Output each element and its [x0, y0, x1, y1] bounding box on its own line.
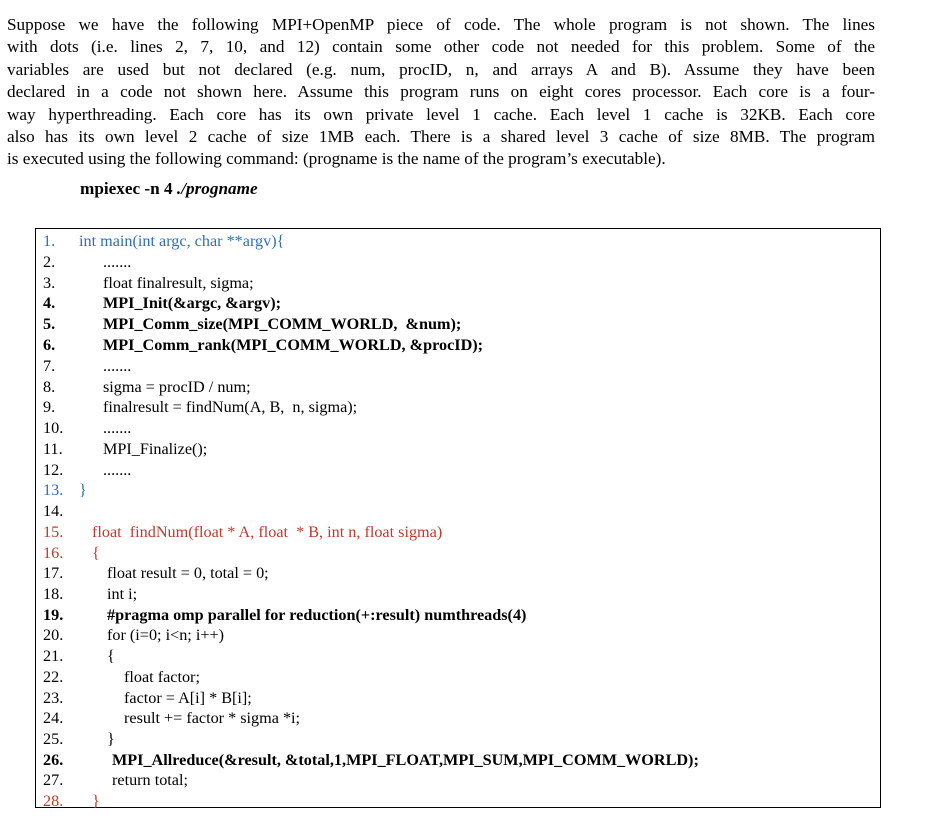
code-text: #pragma omp parallel for reduction(+:result) numthreads(4) [107, 606, 527, 624]
line-number: 18. [43, 585, 64, 603]
line-number: 3. [43, 274, 56, 292]
code-text: float factor; [124, 668, 200, 686]
problem-line: declared in a code not shown here. Assume this program runs on eight cores processor. Each core is a four- [7, 82, 875, 102]
problem-line: with dots (i.e. lines 2, 7, 10, and 12) contain some other code not needed for this problem. Some of the [7, 37, 875, 57]
code-text: for (i=0; i<n; i++) [107, 626, 224, 644]
line-number: 17. [43, 564, 64, 582]
line-number: 12. [43, 461, 64, 479]
problem-line: Suppose we have the following MPI+OpenMP piece of code. The whole program is not shown. The lines [7, 15, 875, 34]
line-number: 16. [43, 544, 64, 562]
code-text: sigma = procID / num; [103, 378, 251, 396]
line-number: 8. [43, 378, 56, 396]
line-number: 9. [43, 398, 56, 416]
line-number: 13. [43, 481, 64, 499]
code-text: MPI_Comm_rank(MPI_COMM_WORLD, &procID); [103, 336, 484, 354]
code-listing [35, 228, 881, 808]
line-number: 5. [43, 315, 56, 333]
command-program-name: ./progname [176, 179, 258, 198]
problem-line: also has its own level 2 cache of size 1MB each. There is a shared level 3 cache of size 8MB. The program [7, 127, 875, 147]
line-number: 25. [43, 730, 64, 748]
code-text: MPI_Comm_size(MPI_COMM_WORLD, &num); [103, 315, 462, 333]
run-command [80, 179, 258, 199]
problem-statement [7, 14, 875, 171]
code-text: { [92, 544, 100, 562]
code-text: float result = 0, total = 0; [107, 564, 269, 582]
code-text: MPI_Finalize(); [103, 440, 208, 458]
code-text: return total; [112, 771, 188, 789]
code-text: } [107, 730, 115, 748]
line-number: 14. [43, 502, 64, 520]
line-number: 15. [43, 523, 64, 541]
line-number: 11. [43, 440, 63, 458]
line-number: 6. [43, 336, 56, 354]
line-number: 27. [43, 771, 64, 789]
line-number: 4. [43, 294, 56, 312]
problem-line: way hyperthreading. Each core has its own private level 1 cache. Each level 1 cache is 32KB. Each core [7, 104, 875, 124]
line-number: 7. [43, 357, 56, 375]
line-number: 20. [43, 626, 64, 644]
code-text: ....... [103, 461, 132, 479]
line-number: 22. [43, 668, 64, 686]
code-text: } [79, 481, 87, 499]
line-number: 24. [43, 709, 64, 727]
line-number: 2. [43, 253, 56, 271]
code-text: factor = A[i] * B[i]; [124, 689, 252, 707]
code-text: ....... [103, 419, 132, 437]
code-text: MPI_Init(&argc, &argv); [103, 294, 282, 312]
code-text: } [92, 792, 100, 810]
code-text: ....... [103, 253, 132, 271]
code-text: result += factor * sigma *i; [124, 709, 301, 727]
problem-line: is executed using the following command: (progname is the name of the program’s executable). [7, 149, 666, 169]
line-number: 21. [43, 647, 64, 665]
line-number: 26. [43, 751, 64, 769]
command-prefix: mpiexec -n 4 [80, 179, 177, 198]
code-text: MPI_Allreduce(&result, &total,1,MPI_FLOAT,MPI_SUM,MPI_COMM_WORLD); [112, 751, 699, 769]
code-text: int main(int argc, char **argv){ [79, 232, 285, 250]
line-number: 10. [43, 419, 64, 437]
line-number: 23. [43, 689, 64, 707]
code-text: ....... [103, 357, 132, 375]
code-text: finalresult = findNum(A, B, n, sigma); [103, 398, 358, 416]
problem-line: variables are used but not declared (e.g. num, procID, n, and arrays A and B). Assume they have been [7, 59, 875, 79]
line-number: 19. [43, 606, 64, 624]
code-text: float findNum(float * A, float * B, int n, float sigma) [92, 523, 443, 541]
code-text: int i; [107, 585, 138, 603]
code-text: { [107, 647, 115, 665]
line-number: 28. [43, 792, 64, 810]
code-text: float finalresult, sigma; [103, 274, 254, 292]
line-number: 1. [43, 232, 56, 250]
